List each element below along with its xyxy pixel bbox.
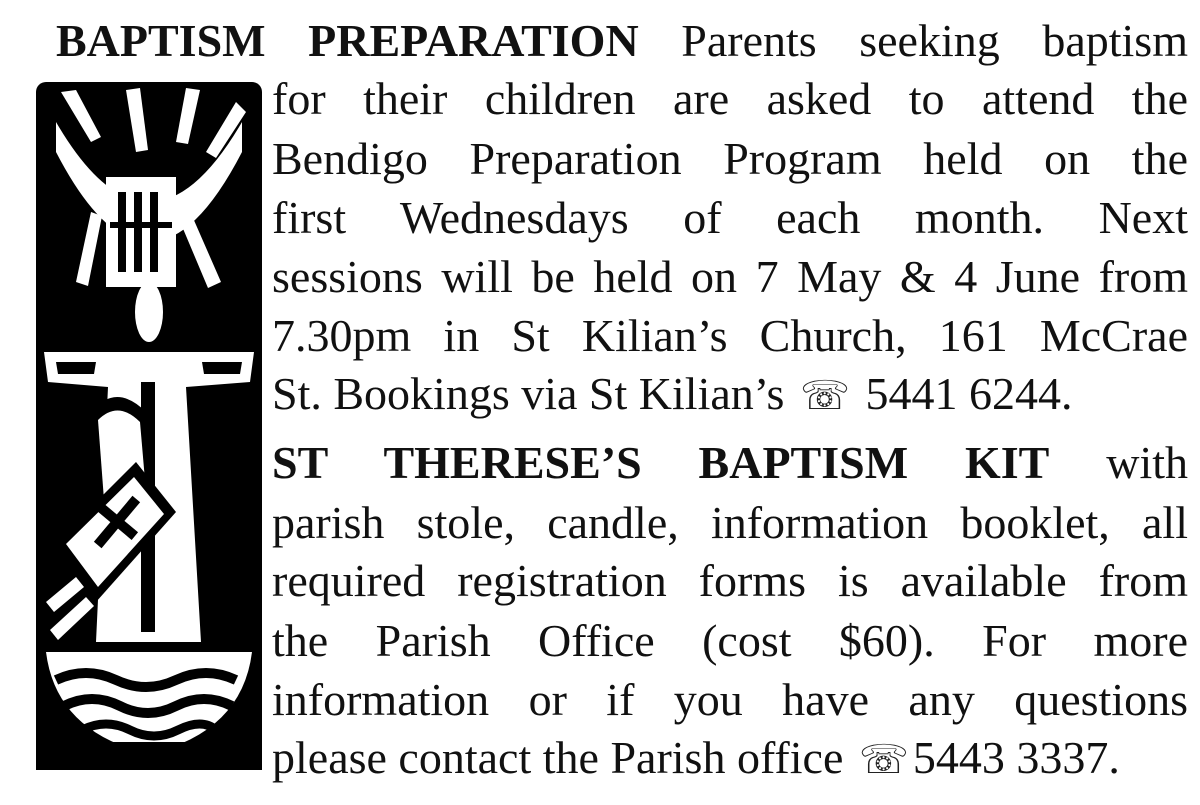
baptism-preparation-line-3: Bendigo Preparation Program held on the <box>272 133 1188 184</box>
st-kilians-phone-number: 5441 6244. <box>865 368 1073 419</box>
baptism-preparation-heading: BAPTISM PREPARATION <box>56 15 639 66</box>
baptism-kit-line-3: required registration forms is available from <box>272 555 1188 606</box>
baptism-preparation-line-4: first Wednesdays of each month. Next <box>272 192 1188 243</box>
baptism-kit-line-6 <box>272 729 1188 787</box>
telephone-icon: ☏ <box>799 373 850 418</box>
baptism-preparation-text: Parents seeking baptism <box>681 15 1188 66</box>
bookings-text: St. Bookings via St Kilian’s <box>272 368 785 419</box>
parish-office-phone-number: 5443 3337. <box>912 732 1120 783</box>
baptism-woodcut-illustration <box>36 82 262 770</box>
telephone-icon: ☏ <box>858 737 909 782</box>
baptism-kit-line-5: information or if you have any questions <box>272 674 1188 725</box>
baptism-kit-line-2: parish stole, candle, information booklet, all <box>272 497 1188 548</box>
contact-text: please contact the Parish office <box>272 732 844 783</box>
baptism-preparation-line-7 <box>272 365 1188 423</box>
baptism-kit-line-4: the Parish Office (cost $60). For more <box>272 615 1188 666</box>
baptism-kit-heading: ST THERESE’S BAPTISM KIT <box>272 437 1050 488</box>
baptism-preparation-line-1 <box>56 12 1188 70</box>
baptism-preparation-line-2: for their children are asked to attend the <box>272 73 1188 124</box>
baptism-preparation-line-5: sessions will be held on 7 May & 4 June from <box>272 251 1188 302</box>
baptism-kit-line-1 <box>272 434 1188 492</box>
baptism-preparation-line-6: 7.30pm in St Kilian’s Church, 161 McCrae <box>272 310 1188 361</box>
baptism-kit-text: with <box>1106 437 1189 488</box>
